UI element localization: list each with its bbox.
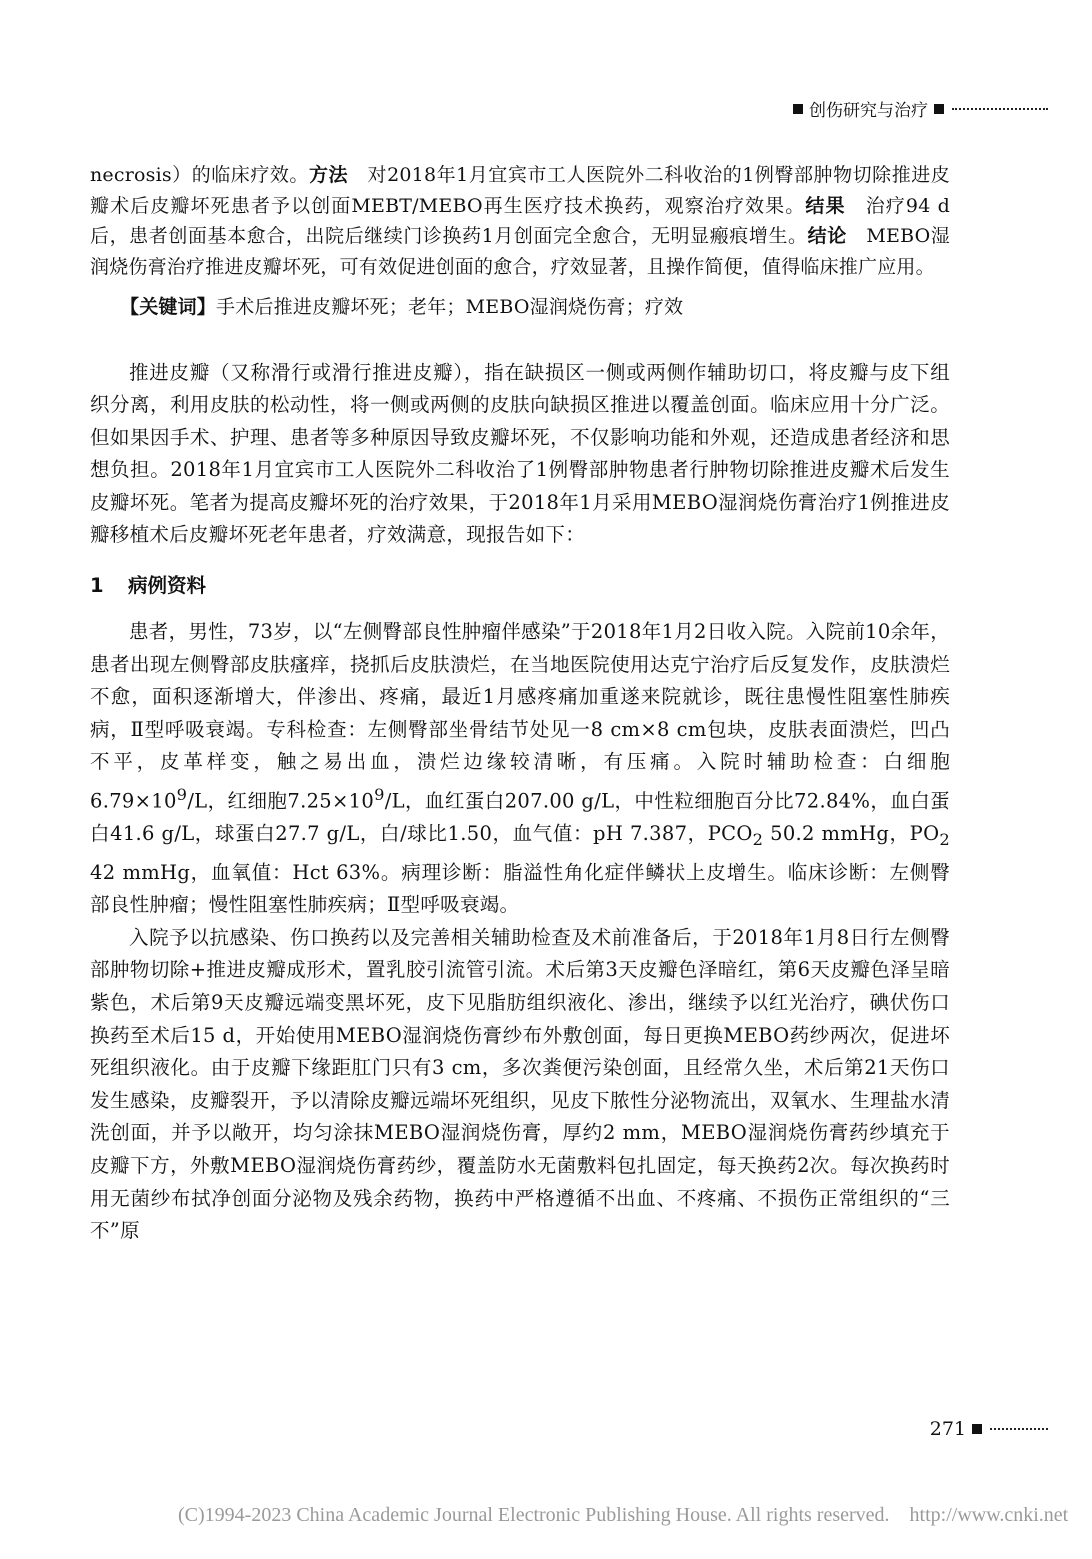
section-number: 1 [90,574,104,598]
abstract [90,160,950,323]
keywords [90,292,950,323]
case-text: 50.2 mmHg，PO [763,822,940,846]
results-label: 结果 [805,194,846,217]
section-title: 病例资料 [128,574,207,598]
keywords-text: 手术后推进皮瓣坏死；老年；MEBO湿润烧伤膏；疗效 [216,296,684,318]
dotted-rule [952,108,1048,110]
conclusion-label: 结论 [807,225,847,247]
case-paragraph [90,616,950,922]
subscript: 2 [939,830,950,850]
page-footer [930,1418,1048,1440]
methods-text: 对2018年1月宜宾市工人医院外二科收治的1例臀部肿物切除推进皮瓣术后皮瓣坏死患者予以创面MEBT/MEBO再生医疗技术换药，观察治疗效果。 [90,164,950,217]
running-header [793,96,1048,121]
conclusion-text: MEBO湿润烧伤膏治疗推进皮瓣坏死，可有效促进创面的愈合，疗效显著，且操作简便，值得临床推广应用。 [90,225,950,278]
methods-label: 方法 [308,164,349,186]
square-bullet-icon [972,1424,982,1434]
abstract-paragraph [90,160,950,282]
copyright-line: (C)1994-2023 China Academic Journal Electronic Publishing House. All rights reserved. http://www.cnki.net [178,1504,1069,1526]
treatment-paragraph: 入院予以抗感染、伤口换药以及完善相关辅助检查及术前准备后，于2018年1月8日行左侧臀部肿物切除+推进皮瓣成形术，置乳胶引流管引流。术后第3天皮瓣色泽暗红，第6天皮瓣色泽呈暗紫色，术后第9天皮瓣远端变黑坏死，皮下见脂肪组织液化、渗出，继续予以红光治疗，碘伏伤口换药至术后15 d，开始使用MEBO湿润烧伤膏纱布外敷创面，每日更换MEBO药纱两次，促进坏死组织液化。由于皮瓣下缘距肛门只有3 cm，多次粪便污染创面，且经常久坐，术后第21天伤口发生感染，皮瓣裂开，予以清除皮瓣远端坏死组织，见皮下脓性分泌物流出，双氧水、生理盐水清洗创面，并予以敞开，均匀涂抹MEBO湿润烧伤膏，厚约2 mm，MEBO湿润烧伤膏药纱填充于皮瓣下方，外敷MEBO湿润烧伤膏药纱，覆盖防水无菌敷料包扎固定，每天换药2次。每次换药时用无菌纱布拭净创面分泌物及残余药物，换药中严格遵循不出血、不疼痛、不损伤正常组织的“三不”原 [90,925,950,1243]
article-content [90,160,950,1248]
body-text [90,357,950,1248]
case-text: /L，红细胞7.25×10 [187,789,375,813]
superscript: 9 [374,785,385,805]
section-header-title: 创伤研究与治疗 [809,101,928,121]
results-text: 治疗94 d后，患者创面基本愈合，出院后继续门诊换药1月创面完全愈合，无明显瘢痕增生。 [90,194,950,247]
keywords-label: 【关键词】 [120,296,217,318]
dotted-rule [990,1428,1048,1430]
subscript: 2 [752,830,764,850]
case-text: 42 mmHg，血氧值：Hct 63%。病理诊断：脂溢性角化症伴鳞状上皮增生。临床诊断：左侧臀部良性肿瘤；慢性阻塞性肺疾病；Ⅱ型呼吸衰竭。 [90,860,950,917]
abstract-text: necrosis）的临床疗效。 [90,164,309,186]
case-text: /L，血红蛋白207.00 g/L，中性粒细胞百分比72.84%，血白蛋白41.6 g/L，球蛋白27.7 g/L，白/球比1.50，血气值：pH 7.387，PCO [90,789,950,846]
square-bullet-icon [934,104,944,114]
page-number: 271 [929,1418,966,1440]
square-bullet-icon [793,104,803,114]
intro-paragraph: 推进皮瓣（又称滑行或滑行推进皮瓣），指在缺损区一侧或两侧作辅助切口，将皮瓣与皮下组织分离，利用皮肤的松动性，将一侧或两侧的皮肤向缺损区推进以覆盖创面。临床应用十分广泛。但如果因手术、护理、患者等多种原因导致皮瓣坏死，不仅影响功能和外观，还造成患者经济和思想负担。2018年1月宜宾市工人医院外二科收治了1例臀部肿物患者行肿物切除推进皮瓣术后发生皮瓣坏死。笔者为提高皮瓣坏死的治疗效果，于2018年1月采用MEBO湿润烧伤膏治疗1例推进皮瓣移植术后皮瓣坏死老年患者，疗效满意，现报告如下： [90,360,950,547]
section-heading [90,570,950,598]
case-text: 患者，男性，73岁，以“左侧臀部良性肿瘤伴感染”于2018年1月2日收入院。入院前10余年，患者出现左侧臀部皮肤瘙痒，挠抓后皮肤溃烂，在当地医院使用达克宁治疗后反复发作，皮肤溃烂不愈，面积逐渐增大，伴渗出、疼痛，最近1月感疼痛加重遂来院就诊，既往患慢性阻塞性肺疾病，Ⅱ型呼吸衰竭。专科检查：左侧臀部坐骨结节处见一8 cm×8 cm包块，皮肤表面溃烂，凹凸不平，皮革样变，触之易出血，溃烂边缘较清晰，有压痛。入院时辅助检查：白细胞6.79×10 [90,620,950,813]
superscript: 9 [176,785,188,805]
